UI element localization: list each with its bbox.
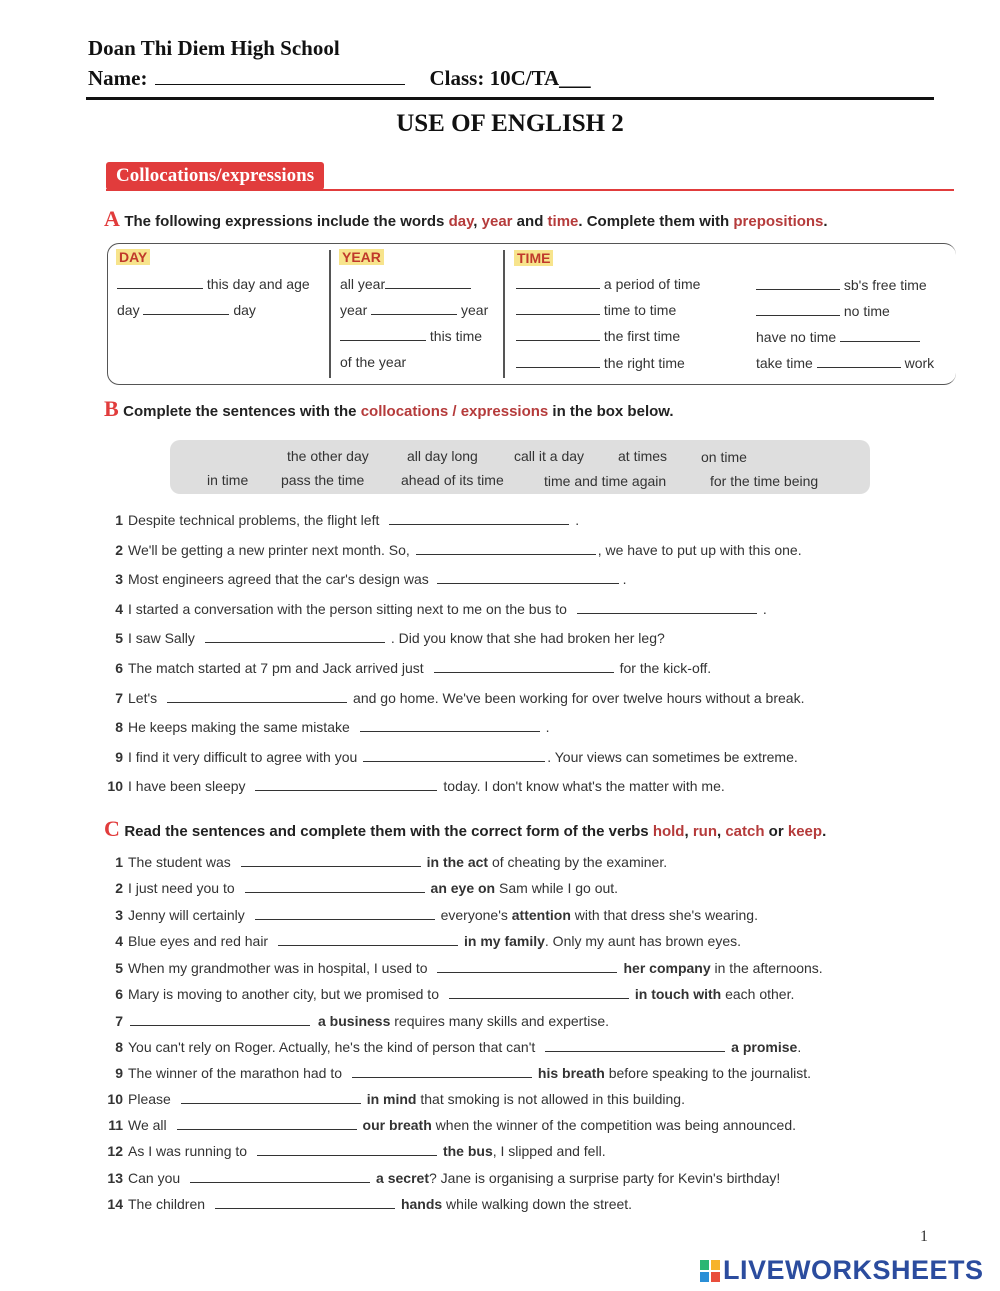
section-c-letter: C bbox=[104, 816, 120, 841]
c-sentence-14: 14 The children hands while walking down the street. bbox=[107, 1196, 633, 1212]
blank[interactable] bbox=[371, 303, 457, 315]
box-word: for the time being bbox=[710, 473, 819, 489]
time-item-3: the first time bbox=[516, 328, 680, 344]
answer-blank[interactable] bbox=[130, 1014, 310, 1026]
answer-blank[interactable] bbox=[181, 1092, 361, 1104]
box-word: the other day bbox=[287, 448, 369, 464]
class-label: Class: 10C/TA___ bbox=[429, 66, 591, 90]
year-item-2: year year bbox=[340, 302, 489, 318]
answer-blank[interactable] bbox=[205, 631, 385, 643]
liveworksheets-logo[interactable]: LIVEWORKSHEETS bbox=[700, 1255, 984, 1286]
answer-blank[interactable] bbox=[434, 661, 614, 673]
name-class-row bbox=[88, 66, 591, 91]
section-a-heading bbox=[104, 206, 828, 232]
box-word: all day long bbox=[407, 448, 478, 464]
col-head-year: YEAR bbox=[339, 249, 384, 265]
answer-blank[interactable] bbox=[352, 1066, 532, 1078]
page-number: 1 bbox=[920, 1228, 928, 1245]
section-b-letter: B bbox=[104, 396, 119, 421]
answer-blank[interactable] bbox=[363, 750, 545, 762]
name-blank[interactable] bbox=[155, 68, 405, 85]
time2-item-2: no time bbox=[756, 303, 890, 319]
col-head-day: DAY bbox=[116, 249, 150, 265]
time-item-2: time to time bbox=[516, 302, 676, 318]
c-sentence-7: 7 a business requires many skills and expertise. bbox=[115, 1013, 610, 1029]
answer-blank[interactable] bbox=[245, 881, 425, 893]
blank[interactable] bbox=[817, 356, 901, 368]
section-banner: Collocations/expressions bbox=[106, 162, 324, 190]
school-name: Doan Thi Diem High School bbox=[88, 36, 340, 60]
answer-blank[interactable] bbox=[545, 1040, 725, 1052]
time-item-4: the right time bbox=[516, 355, 685, 371]
answer-blank[interactable] bbox=[190, 1171, 370, 1183]
c-sentence-9: 9 The winner of the marathon had to his breath before speaking to the journalist. bbox=[115, 1065, 812, 1081]
banner-underline bbox=[106, 189, 954, 191]
answer-blank[interactable] bbox=[449, 987, 629, 999]
answer-blank[interactable] bbox=[278, 934, 458, 946]
section-c-heading bbox=[104, 816, 826, 842]
c-sentence-6: 6 Mary is moving to another city, but we promised to in touch with each other. bbox=[115, 986, 795, 1002]
c-sentence-3: 3 Jenny will certainly everyone's attention with that dress she's wearing. bbox=[115, 907, 758, 923]
blank[interactable] bbox=[143, 303, 229, 315]
section-a-instruction: The following expressions include the words day, year and time. Complete them with prepositions. bbox=[124, 213, 828, 230]
blank[interactable] bbox=[385, 277, 471, 289]
answer-blank[interactable] bbox=[577, 602, 757, 614]
time2-item-4: take time work bbox=[756, 355, 935, 371]
answer-blank[interactable] bbox=[437, 572, 619, 584]
c-sentence-10: 10 Please in mind that smoking is not allowed in this building. bbox=[107, 1091, 685, 1107]
section-a-letter: A bbox=[104, 206, 120, 231]
answer-blank[interactable] bbox=[215, 1197, 395, 1209]
b-sentence-5: 5 I saw Sally . Did you know that she had broken her leg? bbox=[115, 630, 665, 646]
year-item-3: this time bbox=[340, 328, 482, 344]
section-b-instruction: Complete the sentences with the collocations / expressions in the box below. bbox=[123, 403, 674, 420]
box-word: at times bbox=[618, 448, 668, 464]
answer-blank[interactable] bbox=[437, 961, 617, 973]
section-c-instruction: Read the sentences and complete them with the correct form of the verbs hold, run, catch or keep. bbox=[124, 823, 827, 840]
day-item-2: day day bbox=[117, 302, 256, 318]
b-sentence-2: 2 We'll be getting a new printer next month. So, , we have to put up with this one. bbox=[115, 542, 802, 558]
c-sentence-4: 4 Blue eyes and red hair in my family. Only my aunt has brown eyes. bbox=[115, 933, 741, 949]
answer-blank[interactable] bbox=[255, 779, 437, 791]
answer-blank[interactable] bbox=[389, 513, 569, 525]
b-sentence-8: 8 He keeps making the same mistake . bbox=[115, 719, 550, 735]
time-item-1: a period of time bbox=[516, 276, 700, 292]
answer-blank[interactable] bbox=[177, 1118, 357, 1130]
blank[interactable] bbox=[340, 329, 426, 341]
b-sentence-9: 9 I find it very difficult to agree with you . Your views can sometimes be extreme. bbox=[115, 749, 798, 765]
blank[interactable] bbox=[756, 278, 840, 290]
blank[interactable] bbox=[516, 303, 600, 315]
year-item-1: all year bbox=[340, 276, 471, 292]
c-sentence-11: 11 We all our breath when the winner of the competition was being announced. bbox=[108, 1117, 797, 1133]
c-sentence-12: 12 As I was running to the bus, I slipped and fell. bbox=[107, 1143, 606, 1159]
page-title: USE OF ENGLISH 2 bbox=[396, 110, 624, 137]
b-sentence-7: 7 Let's and go home. We've been working for over twelve hours without a break. bbox=[115, 690, 805, 706]
b-sentence-3: 3 Most engineers agreed that the car's design was . bbox=[115, 571, 627, 587]
box-word: on time bbox=[701, 449, 747, 465]
answer-blank[interactable] bbox=[241, 855, 421, 867]
b-sentence-6: 6 The match started at 7 pm and Jack arrived just for the kick-off. bbox=[115, 660, 712, 676]
time2-item-1: sb's free time bbox=[756, 277, 927, 293]
b-sentence-4: 4 I started a conversation with the person sitting next to me on the bus to . bbox=[115, 601, 767, 617]
c-sentence-2: 2 I just need you to an eye on Sam while I go out. bbox=[115, 880, 619, 896]
answer-blank[interactable] bbox=[255, 908, 435, 920]
blank[interactable] bbox=[516, 277, 600, 289]
answer-blank[interactable] bbox=[167, 691, 347, 703]
answer-blank[interactable] bbox=[360, 720, 540, 732]
name-label: Name: bbox=[88, 66, 148, 90]
table-divider-2 bbox=[503, 250, 505, 378]
blank[interactable] bbox=[840, 330, 920, 342]
blank[interactable] bbox=[756, 304, 840, 316]
header-divider bbox=[86, 97, 934, 100]
liveworksheets-logo-icon bbox=[700, 1260, 720, 1282]
c-sentence-13: 13 Can you a secret? Jane is organising a surprise party for Kevin's birthday! bbox=[107, 1170, 781, 1186]
b-sentence-10: 10 I have been sleepy today. I don't know what's the matter with me. bbox=[107, 778, 725, 794]
box-word: ahead of its time bbox=[401, 472, 504, 488]
year-item-4: of the year bbox=[340, 354, 407, 370]
table-divider-1 bbox=[329, 250, 331, 378]
answer-blank[interactable] bbox=[416, 543, 596, 555]
c-sentence-5: 5 When my grandmother was in hospital, I used to her company in the afternoons. bbox=[115, 960, 823, 976]
blank[interactable] bbox=[516, 329, 600, 341]
c-sentence-1: 1 The student was in the act of cheating by the examiner. bbox=[115, 854, 668, 870]
day-item-1: this day and age bbox=[117, 276, 310, 292]
time2-item-3: have no time bbox=[756, 329, 920, 345]
box-word: pass the time bbox=[281, 472, 365, 488]
section-b-heading bbox=[104, 396, 674, 422]
box-word: in time bbox=[207, 472, 249, 488]
c-sentence-8: 8 You can't rely on Roger. Actually, he's the kind of person that can't a promise. bbox=[115, 1039, 802, 1055]
box-word: call it a day bbox=[514, 448, 585, 464]
box-word: time and time again bbox=[544, 473, 667, 489]
b-sentence-1: 1 Despite technical problems, the flight left . bbox=[115, 512, 580, 528]
blank[interactable] bbox=[516, 356, 600, 368]
col-head-time: TIME bbox=[514, 250, 553, 266]
answer-blank[interactable] bbox=[257, 1144, 437, 1156]
blank[interactable] bbox=[117, 277, 203, 289]
